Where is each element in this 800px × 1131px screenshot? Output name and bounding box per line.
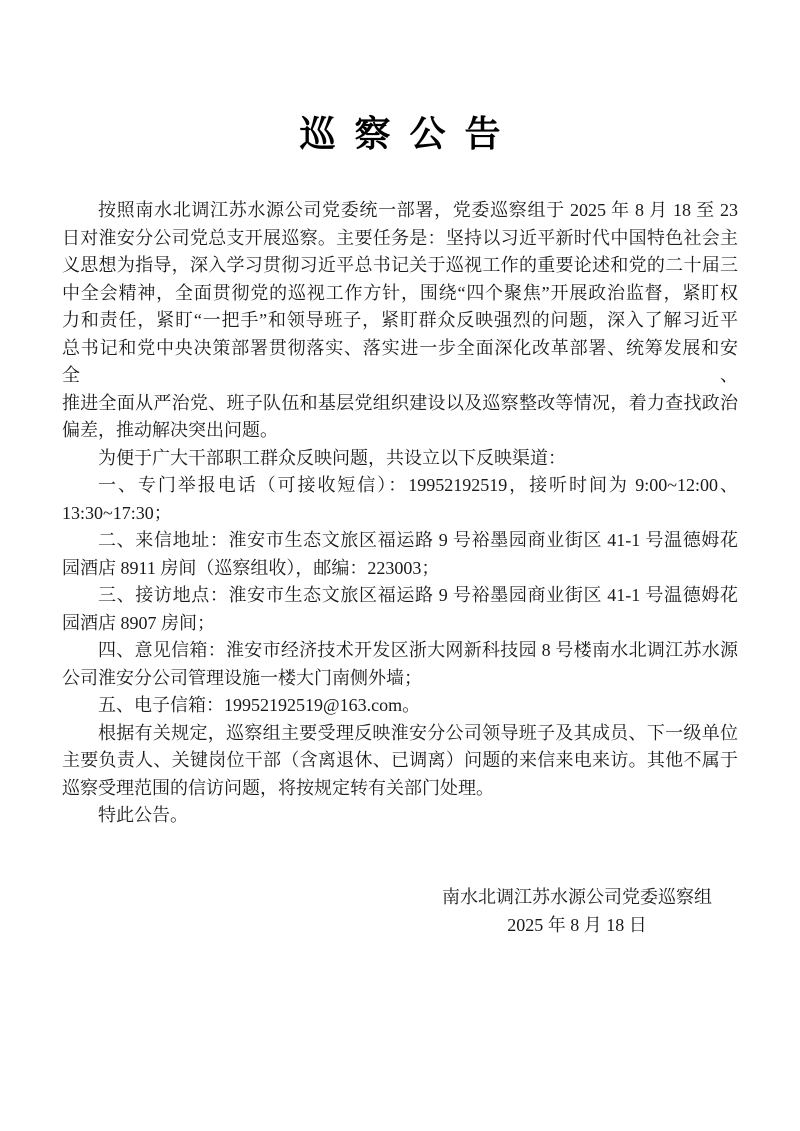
body-line: 一、专门举报电话（可接收短信）：19952192519，接听时间为 9:00~12:00、 <box>98 475 738 495</box>
signature-org: 南水北调江苏水源公司党委巡察组 <box>442 887 712 907</box>
body-line: 二、来信地址：淮安市生态文旅区福运路 9 号裕墨园商业街区 41-1 号温德姆花 <box>98 530 738 550</box>
body-line: 推进全面从严治党、班子队伍和基层党组织建设以及巡察整改等情况，着力查找政治 <box>62 392 738 413</box>
document-body <box>62 197 738 830</box>
body-line: 主要负责人、关键岗位干部（含离退休、已调离）问题的来信来电来访。其他不属于 <box>62 750 738 770</box>
body-line: 日对淮安分公司党总支开展巡察。主要任务是：坚持以习近平新时代中国特色社会主 <box>62 227 738 248</box>
body-line: 力和责任，紧盯“一把手”和领导班子，紧盯群众反映强烈的问题，深入了解习近平 <box>62 310 738 330</box>
body-line: 园酒店 8907 房间； <box>62 612 215 633</box>
body-line: 中全会精神，全面贯彻党的巡视工作方针，围绕“四个聚焦”开展政治监督，紧盯权 <box>62 282 738 303</box>
body-line: 按照南水北调江苏水源公司党委统一部署，党委巡察组于 2025 年 8 月 18 至 23 <box>98 200 738 220</box>
body-line: 公司淮安分公司管理设施一楼大门南侧外墙； <box>62 667 422 688</box>
body-line: 偏差，推动解决突出问题。 <box>62 420 278 440</box>
body-line: 巡察受理范围的信访问题，将按规定转有关部门处理。 <box>62 777 494 798</box>
signature-inner <box>442 884 712 939</box>
body-line: 三、接访地点：淮安市生态文旅区福运路 9 号裕墨园商业街区 41-1 号温德姆花 <box>98 585 738 605</box>
body-line: 义思想为指导，深入学习贯彻习近平总书记关于巡视工作的重要论述和党的二十届三 <box>62 255 738 275</box>
signature-block <box>62 884 738 939</box>
document-title: 巡察公告 <box>299 114 520 154</box>
body-line: 13:30~17:30； <box>62 502 172 523</box>
body-line: 总书记和党中央决策部署贯彻落实、落实进一步全面深化改革部署、统筹发展和安全、 <box>62 337 738 385</box>
body-line: 根据有关规定，巡察组主要受理反映淮安分公司领导班子及其成员、下一级单位 <box>98 722 738 743</box>
body-line: 五、电子信箱：19952192519@163.com。 <box>98 695 421 715</box>
body-line: 园酒店 8911 房间（巡察组收），邮编：223003； <box>62 557 440 578</box>
body-line: 四、意见信箱：淮安市经济技术开发区浙大网新科技园 8 号楼南水北调江苏水源 <box>98 640 738 660</box>
body-line: 特此公告。 <box>98 805 188 825</box>
body-line: 为便于广大干部职工群众反映问题，共设立以下反映渠道： <box>98 447 566 468</box>
signature-date: 2025 年 8 月 18 日 <box>507 914 647 935</box>
